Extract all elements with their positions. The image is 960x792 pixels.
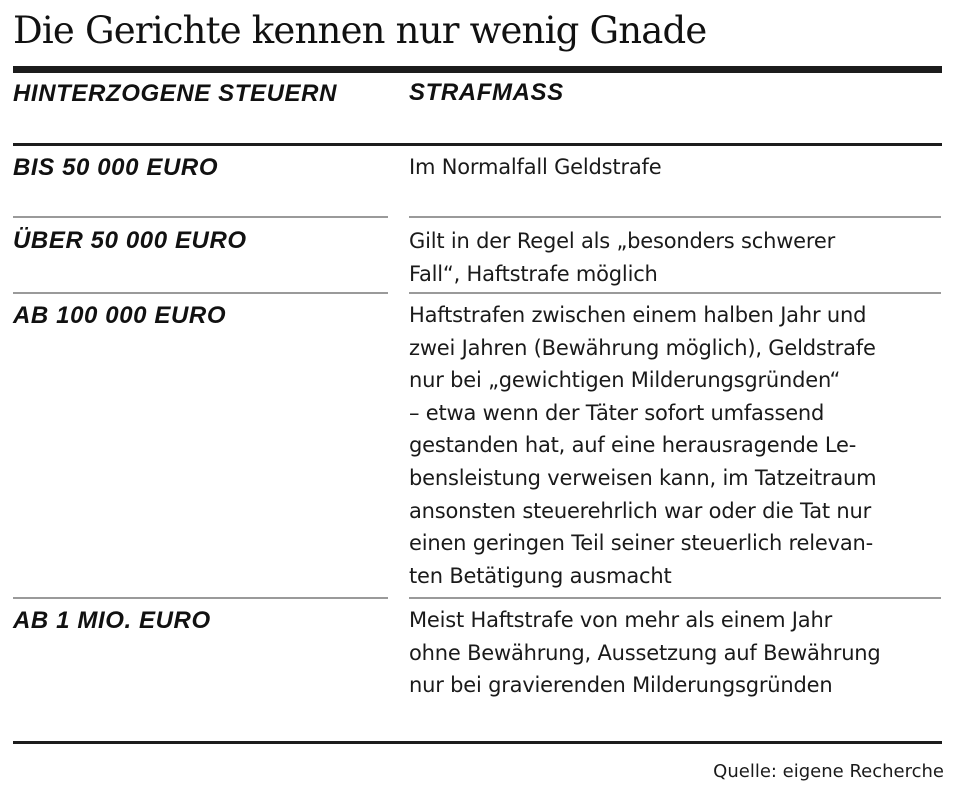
row-divider-right xyxy=(409,597,941,599)
row-divider-left xyxy=(13,292,388,294)
column-header-amount: HINTERZOGENE STEUERN xyxy=(13,80,338,107)
row-1-amount: BIS 50 000 EURO xyxy=(13,154,219,181)
top-rule xyxy=(13,66,942,73)
header-rule xyxy=(13,143,942,146)
column-header-penalty: STRAFMASS xyxy=(409,79,564,106)
penalty-line: gestanden hat, auf eine herausragende Le- xyxy=(409,433,857,458)
row-3-amount: AB 100 000 EURO xyxy=(13,302,227,329)
table-title: Die Gerichte kennen nur wenig Gnade xyxy=(13,9,707,52)
penalty-line: zwei Jahren (Bewährung möglich), Geldstrafe xyxy=(409,335,876,360)
penalty-line: einen geringen Teil seiner steuerlich relevan- xyxy=(409,531,873,556)
penalty-line: Meist Haftstrafe von mehr als einem Jahr xyxy=(409,608,833,632)
penalty-line: nur bei „gewichtigen Milderungsgründen“ xyxy=(409,368,841,393)
row-4-amount: AB 1 MIO. EURO xyxy=(13,607,211,634)
row-divider-left xyxy=(13,597,388,599)
row-divider-right xyxy=(409,216,941,218)
bottom-rule xyxy=(13,741,942,744)
row-2-amount: ÜBER 50 000 EURO xyxy=(13,227,247,254)
row-1-penalty xyxy=(409,151,949,184)
row-2-penalty xyxy=(409,225,949,290)
penalty-line: Im Normalfall Geldstrafe xyxy=(409,155,662,179)
row-divider-right xyxy=(409,292,941,294)
penalty-line: ansonsten steuerehrlich war oder die Tat nur xyxy=(409,498,872,523)
penalty-line: – etwa wenn der Täter sofort umfassend xyxy=(409,400,825,425)
row-divider-left xyxy=(13,216,388,218)
penalty-line: Fall“, Haftstrafe möglich xyxy=(409,261,658,286)
penalty-line: nur bei gravierenden Milderungsgründen xyxy=(409,673,833,698)
penalty-line: ten Betätigung ausmacht xyxy=(409,563,672,588)
row-4-penalty xyxy=(409,604,949,702)
penalty-line: Haftstrafen zwischen einem halben Jahr und xyxy=(409,303,867,327)
row-3-penalty xyxy=(409,299,949,592)
penalty-line: Gilt in der Regel als „besonders schwerer xyxy=(409,229,836,253)
penalty-line: bensleistung verweisen kann, im Tatzeitraum xyxy=(409,465,877,490)
source-note: Quelle: eigene Recherche xyxy=(713,761,944,782)
penalty-line: ohne Bewährung, Aussetzung auf Bewährung xyxy=(409,640,881,665)
